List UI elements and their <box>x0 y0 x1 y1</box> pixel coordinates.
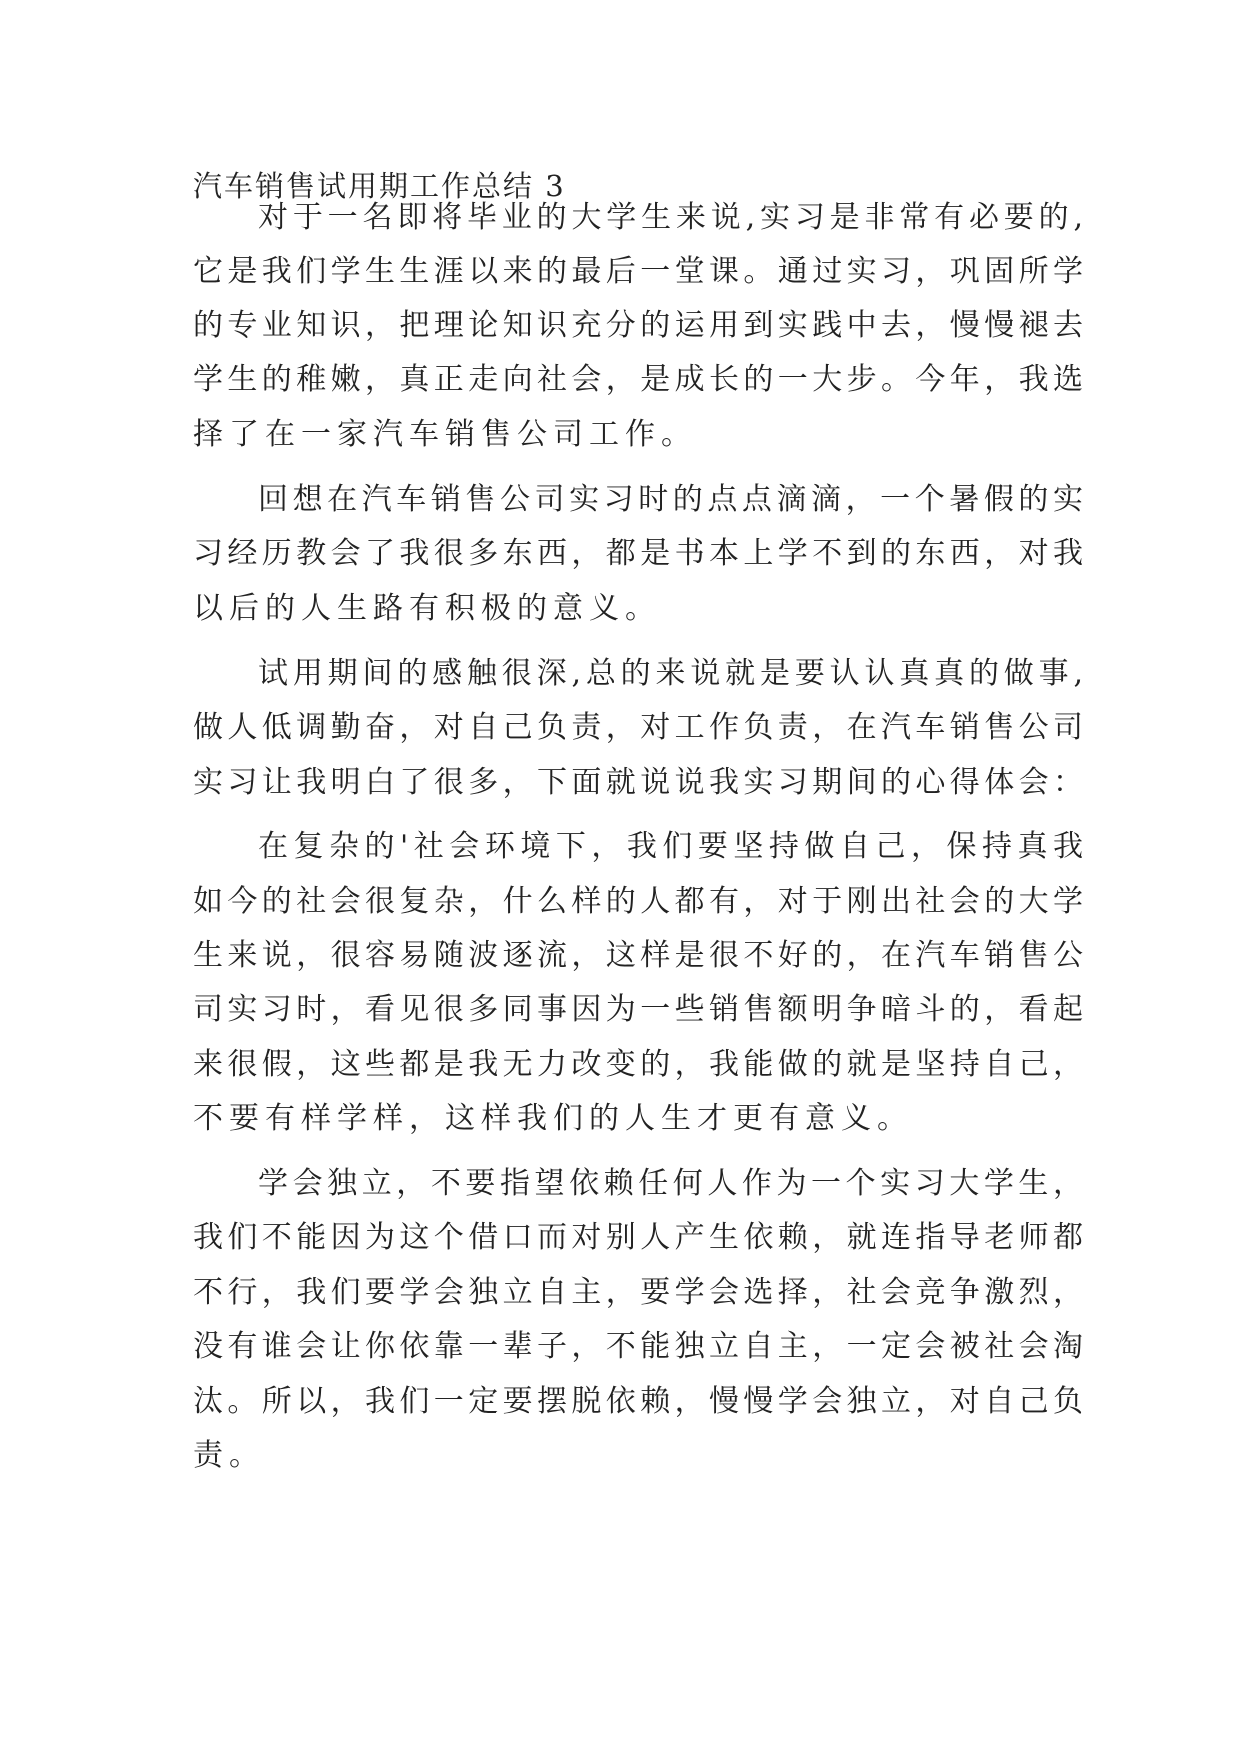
document-title: 汽车销售试用期工作总结 3 <box>193 169 566 203</box>
paragraph-line: 来很假，这些都是我无力改变的，我能做的就是坚持自己， <box>193 1047 1083 1082</box>
paragraph-line: 它是我们学生生涯以来的最后一堂课。通过实习，巩固所学 <box>193 254 1083 289</box>
paragraph-line: 回想在汽车销售公司实习时的点点滴滴，一个暑假的实 <box>258 482 1083 517</box>
paragraph-line: 实习让我明白了很多，下面就说说我实习期间的心得体会： <box>193 765 1083 800</box>
paragraph-line: 如今的社会很复杂，什么样的人都有，对于刚出社会的大学 <box>193 884 1083 919</box>
paragraph-line: 汰。所以，我们一定要摆脱依赖，慢慢学会独立，对自己负 <box>193 1384 1083 1419</box>
paragraph-line: 学生的稚嫩，真正走向社会，是成长的一大步。今年，我选 <box>193 362 1083 397</box>
paragraph-line: 责。 <box>193 1438 265 1473</box>
paragraph-line: 试用期间的感触很深,总的来说就是要认认真真的做事, <box>258 656 1083 691</box>
paragraph-line: 不行，我们要学会独立自主，要学会选择，社会竞争激烈， <box>193 1275 1083 1310</box>
paragraph-line: 生来说，很容易随波逐流，这样是很不好的，在汽车销售公 <box>193 938 1083 973</box>
paragraph-line: 习经历教会了我很多东西，都是书本上学不到的东西，对我 <box>193 536 1083 571</box>
paragraph-line: 做人低调勤奋，对自己负责，对工作负责，在汽车销售公司 <box>193 710 1083 745</box>
paragraph-line: 对于一名即将毕业的大学生来说,实习是非常有必要的, <box>258 200 1083 235</box>
paragraph-line: 司实习时，看见很多同事因为一些销售额明争暗斗的，看起 <box>193 992 1083 1027</box>
paragraph-line: 学会独立，不要指望依赖任何人作为一个实习大学生， <box>258 1166 1083 1201</box>
paragraph-line: 不要有样学样，这样我们的人生才更有意义。 <box>193 1101 913 1136</box>
paragraph-line: 的专业知识，把理论知识充分的运用到实践中去，慢慢褪去 <box>193 308 1083 343</box>
paragraph-line: 择了在一家汽车销售公司工作。 <box>193 417 697 452</box>
paragraph-line: 以后的人生路有积极的意义。 <box>193 591 661 626</box>
paragraph-line: 我们不能因为这个借口而对别人产生依赖，就连指导老师都 <box>193 1220 1083 1255</box>
paragraph-line: 在复杂的'社会环境下，我们要坚持做自己，保持真我 <box>258 829 1083 864</box>
paragraph-line: 没有谁会让你依靠一辈子，不能独立自主，一定会被社会淘 <box>193 1329 1083 1364</box>
